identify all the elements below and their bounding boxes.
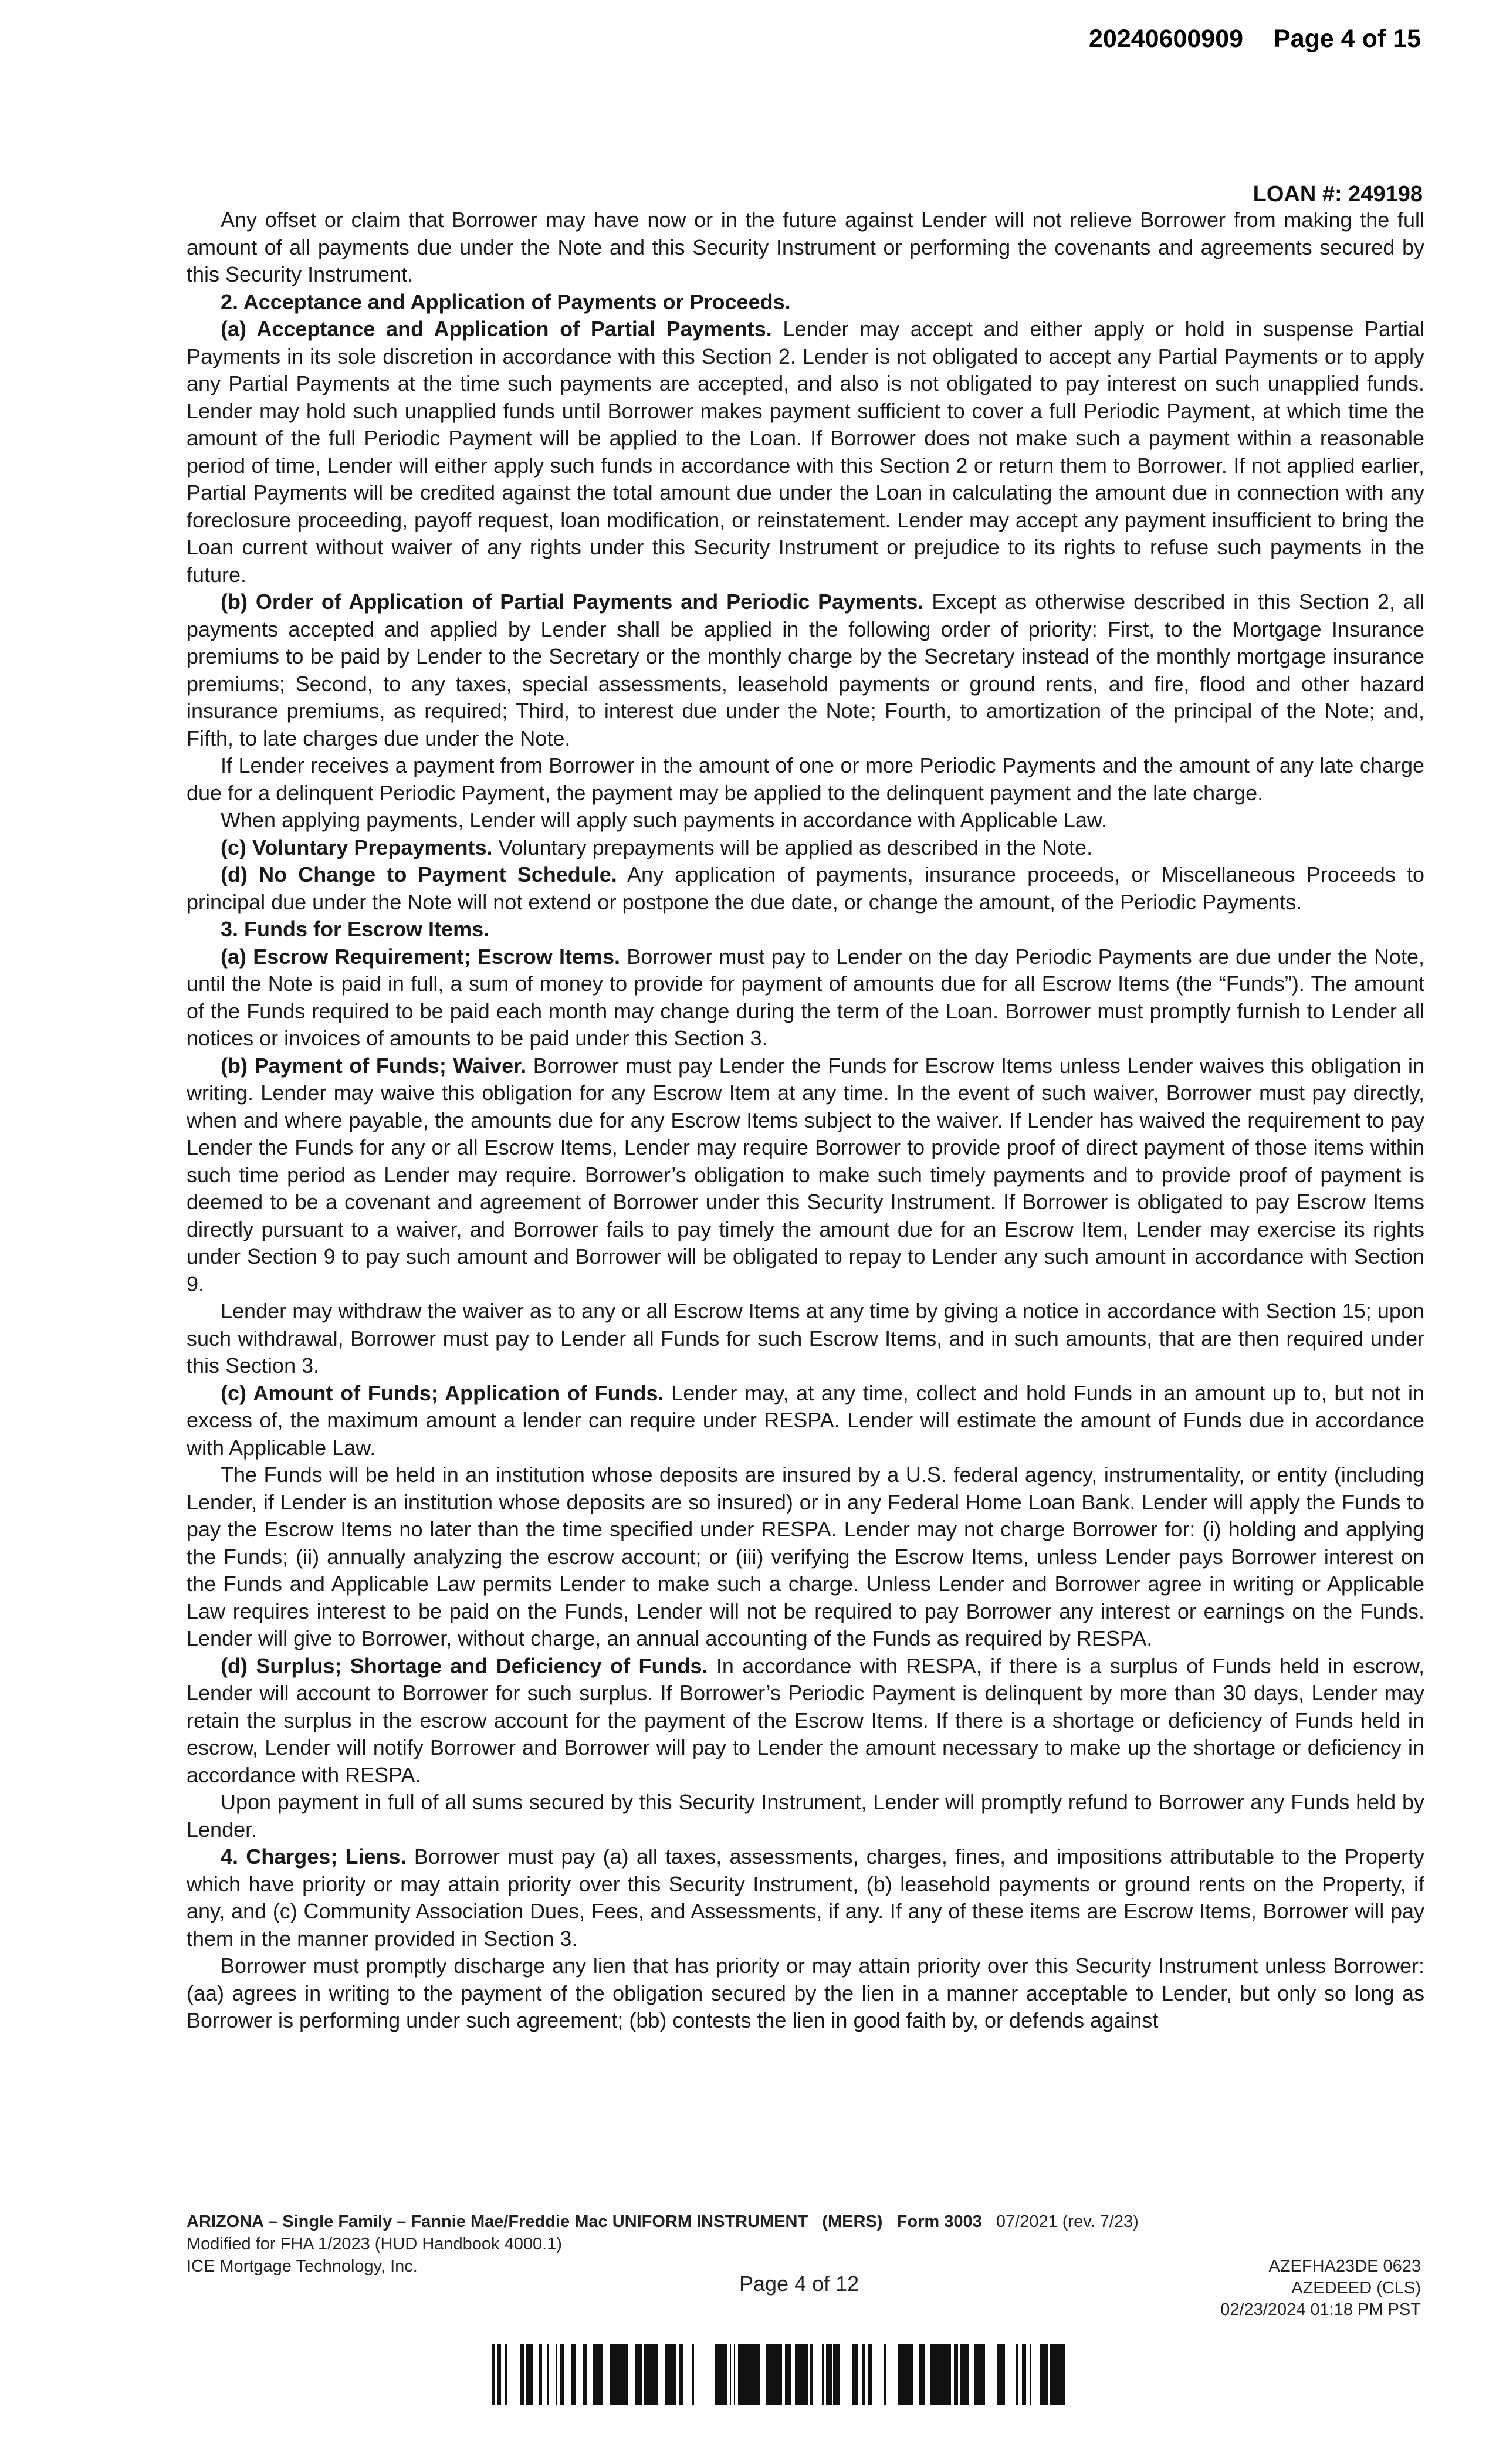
section-2b [187, 588, 1424, 752]
section-3d-text: In accordance with RESPA, if there is a surplus of Funds held in escrow, Lender will account to Borrower for such surplus. If Borrower’s Periodic Payment is delinquent by more than 30 days, Lender may retain the surplus in the escrow account for the payment of the Escrow Items. If there is a shortage or deficiency of Funds held in escrow, Lender will notify Borrower and Borrower will pay to Lender the amount necessary to make up the shortage or deficiency in accordance with RESPA. [187, 1653, 1424, 1787]
barcode-bar [965, 2344, 969, 2405]
barcode-bar [747, 2344, 751, 2405]
section-4-heading: 4. Charges; Liens. [221, 1844, 407, 1869]
barcode-bar [532, 2344, 533, 2405]
barcode-bar [945, 2344, 951, 2405]
section-2a-text: Lender may accept and either apply or hold in suspense Partial Payments in its sole discretion in accordance with this Section 2. Lender is not obligated to accept any Partial Payments or to apply any Partial Payments at the time such payments are accepted, and also is not obligated to pay interest on such unapplied funds. Lender may hold such unapplied funds until Borrower makes payment sufficient to cover a full Periodic Payment, at which time the amount of the full Periodic Payment will be applied to the Loan. If Borrower does not make such a payment within a reasonable period of time, Lender will either apply such funds in accordance with this Section 2 or return them to Borrower. If not applied earlier, Partial Payments will be credited against the total amount due under the Loan in calculating the amount due in connection with any foreclosure proceeding, payoff request, loan modification, or reinstatement. Lender may accept any payment insufficient to bring the Loan current without waiver of any rights under this Security Instrument or prejudice to its rights to refuse such payments in the future. [187, 317, 1424, 587]
barcode-bar [692, 2344, 694, 2405]
footer-form-date: 07/2021 (rev. 7/23) [996, 2212, 1139, 2231]
barcode-bar [526, 2344, 532, 2405]
section-2d [187, 861, 1424, 916]
section-2a-heading: (a) Acceptance and Application of Partial Payments. [221, 317, 772, 341]
barcode-bar [596, 2344, 599, 2405]
barcode-bar [520, 2344, 524, 2405]
barcode-bar [822, 2344, 824, 2405]
barcode-bar [954, 2344, 958, 2405]
barcode-bar [826, 2344, 832, 2405]
barcode-bar [868, 2344, 869, 2405]
section-2c-text: Voluntary prepayments will be applied as described in the Note. [498, 835, 1093, 859]
section-2-heading: 2. Acceptance and Application of Payments or Proceeds. [221, 289, 791, 314]
barcode-bar [981, 2344, 985, 2405]
barcode-bar [623, 2344, 628, 2405]
barcode-bar [497, 2344, 500, 2405]
barcode-bar [943, 2344, 945, 2405]
section-3c [187, 1380, 1424, 1462]
barcode-bar [852, 2344, 858, 2405]
section-3d-heading: (d) Surplus; Shortage and Deficiency of Funds. [221, 1653, 708, 1678]
barcode-bar [766, 2344, 769, 2405]
barcode-bar [730, 2344, 731, 2405]
footer-company: ICE Mortgage Technology, Inc. [187, 2257, 418, 2276]
footer-code-2: AZEDEED (CLS) [1291, 2279, 1421, 2297]
section-2b-paragraph-3: When applying payments, Lender will apply such payments in accordance with Applicable Law. [221, 808, 1107, 832]
barcode-bar [500, 2344, 501, 2405]
barcode-bar [571, 2344, 576, 2405]
section-3b-paragraph-2: Lender may withdraw the waiver as to any or all Escrow Items at any time by giving a notice in accordance with Section 15; upon such withdrawal, Borrower must pay to Lender all Funds for such Escrow Items, and in such amounts, that are then required under this Section 3. [187, 1299, 1424, 1377]
barcode-bar [644, 2344, 648, 2405]
barcode-bar [742, 2344, 745, 2405]
footer-form-title: ARIZONA – Single Family – Fannie Mae/Freddie Mac UNIFORM INSTRUMENT [187, 2212, 808, 2231]
barcode-bar [837, 2344, 840, 2405]
barcode-bar [1016, 2344, 1018, 2405]
section-2d-heading: (d) No Change to Payment Schedule. [221, 862, 617, 886]
barcode-bar [561, 2344, 564, 2405]
barcode-bar [610, 2344, 612, 2405]
section-3a-text: Borrower must pay to Lender on the day Periodic Payments are due under the Note, until the Note is paid in full, a sum of money to provide for payment of amounts due for all Escrow Items (the “Funds”). The amount of the Funds required to be paid each month may change during the term of the Loan. Borrower must promptly furnish to Lender all notices or invoices of amounts to be paid under this Section 3. [187, 944, 1424, 1050]
barcode-bar [649, 2344, 652, 2405]
loan-number: LOAN #: 249198 [1253, 182, 1423, 207]
section-2b-text: Except as otherwise described in this Section 2, all payments accepted and applied by Lender shall be applied in the following order of priority: First, to the Mortgage Insurance premiums to be paid by Lender to the Secretary or the monthly charge by the Secretary instead of the monthly mortgage insurance premiums; Second, to any taxes, special assessments, leasehold payments or ground rents, and fire, flood and other hazard insurance premiums, as required; Third, to interest due under the Note; Fourth, to amortization of the principal of the Note; and, Fifth, to late charges due under the Note. [187, 590, 1425, 750]
barcode-bar [977, 2344, 981, 2405]
barcode-bar [617, 2344, 623, 2405]
barcode-bar [674, 2344, 676, 2405]
barcode-bar [930, 2344, 936, 2405]
section-3b-heading: (b) Payment of Funds; Waiver. [221, 1053, 527, 1078]
barcode-bar [884, 2344, 886, 2405]
section-2b-heading: (b) Order of Application of Partial Payments and Periodic Payments. [221, 590, 924, 614]
barcode-bar [869, 2344, 872, 2405]
section-3d [187, 1653, 1424, 1789]
barcode-bar [635, 2344, 640, 2405]
barcode-bar [679, 2344, 683, 2405]
barcode-bar [738, 2344, 742, 2405]
footer-form-number: Form 3003 [896, 2212, 982, 2231]
barcode-bar [1030, 2344, 1031, 2405]
barcode-bar [1043, 2344, 1048, 2405]
section-2c-heading: (c) Voluntary Prepayments. [221, 835, 493, 859]
section-3a [187, 943, 1424, 1052]
barcode-image [492, 2344, 1067, 2405]
section-3c-paragraph-2: The Funds will be held in an institution whose deposits are insured by a U.S. federal agency, instrumentality, or entity (including Lender, if Lender is an institution whose deposits are so insured) or in any Federal Home Loan Bank. Lender will apply the Funds to pay the Escrow Items no later than the time specified under RESPA. Lender may not charge Borrower for: (i) holding and applying the Funds; (ii) annually analyzing the escrow account; or (iii) verifying the Escrow Items, unless Lender pays Borrower interest on the Funds and Applicable Law permits Lender to make such a charge. Unless Lender and Borrower agree in writing or Applicable Law requires interest to be paid on the Funds, Lender will not be required to pay Borrower any interest or earnings on the Funds. Lender will give to Borrower, without charge, an annual accounting of the Funds as required by RESPA. [187, 1463, 1424, 1650]
barcode-bar [723, 2344, 727, 2405]
section-4-paragraph-2: Borrower must promptly discharge any lien that has priority or may attain priority over this Security Instrument unless Borrower: (aa) agrees in writing to the payment of the obligation secured by the lien in a manner acceptable to Lender, but only so long as Borrower is performing under such agreement; (bb) contests the lien in good faith by, or defends against [187, 1954, 1424, 2032]
recording-header [1089, 25, 1421, 53]
barcode-bar [795, 2344, 800, 2405]
barcode-bar [556, 2344, 557, 2405]
barcode-bar [539, 2344, 542, 2405]
barcode-bar [547, 2344, 549, 2405]
barcode-bar [778, 2344, 782, 2405]
barcode-bar [593, 2344, 596, 2405]
document-body [187, 207, 1424, 2035]
barcode-bar [665, 2344, 670, 2405]
barcode-bar [833, 2344, 835, 2405]
barcode-bar [560, 2344, 561, 2405]
footer-code-1: AZEFHA23DE 0623 [1268, 2257, 1421, 2276]
barcode-bar [745, 2344, 747, 2405]
barcode-bar [652, 2344, 656, 2405]
footer-timestamp: 02/23/2024 01:18 PM PST [1220, 2300, 1421, 2319]
barcode-bar [612, 2344, 617, 2405]
recording-number: 20240600909 [1088, 25, 1244, 53]
footer-form-mers: (MERS) [822, 2212, 883, 2231]
barcode-bar [1055, 2344, 1061, 2405]
barcode-bar [583, 2344, 587, 2405]
barcode-bar [997, 2344, 1000, 2405]
barcode-bar [919, 2344, 921, 2405]
section-3-heading: 3. Funds for Escrow Items. [221, 917, 490, 941]
barcode-bar [734, 2344, 735, 2405]
barcode-bar [921, 2344, 925, 2405]
barcode-bar [492, 2344, 495, 2405]
barcode-bar [757, 2344, 760, 2405]
section-3b-text: Borrower must pay Lender the Funds for Escrow Items unless Lender waives this obligation in writing. Lender may waive this obligation for any Escrow Item at any time. In the event of such waiver, Borrower must pay directly, when and where payable, the amounts due for any Escrow Items subject to the waiver. If Lender has waived the requirement to pay Lender the Funds for any or all Escrow Items, Lender may require Borrower to provide proof of direct payment of those items within such time period as Lender may require. Borrower’s obligation to make such timely payments and to provide proof of payment is deemed to be a covenant and agreement of Borrower under this Security Instrument. If Borrower is obligated to pay Escrow Items directly pursuant to a waiver, and Borrower fails to pay timely the amount due for an Escrow Item, Lender may exercise its rights under Section 9 to pay such amount and Borrower will be obligated to repay to Lender any such amount in accordance with Section 9. [187, 1053, 1424, 1296]
section-3b [187, 1052, 1424, 1298]
section-4 [187, 1843, 1424, 1952]
barcode-bar [1040, 2344, 1043, 2405]
section-2d-text: Any application of payments, insurance proceeds, or Miscellaneous Proceeds to principal due under the Note will not extend or postpone the due date, or change the amount, of the Periodic Payments. [187, 862, 1425, 914]
barcode-bar [803, 2344, 808, 2405]
footer-modified: Modified for FHA 1/2023 (HUD Handbook 4000.1) [187, 2235, 562, 2253]
barcode-bar [785, 2344, 791, 2405]
barcode-bar [1022, 2344, 1026, 2405]
section-2b-paragraph-2: If Lender receives a payment from Borrower in the amount of one or more Periodic Payments and the amount of any late charge due for a delinquent Periodic Payment, the payment may be applied to the delinquent payment and the late charge. [187, 753, 1424, 805]
barcode-bar [960, 2344, 965, 2405]
footer-page-number: Page 4 of 12 [739, 2272, 859, 2296]
barcode-bar [751, 2344, 757, 2405]
barcode-bar [974, 2344, 977, 2405]
barcode-bar [898, 2344, 902, 2405]
barcode-bar [1000, 2344, 1005, 2405]
barcode-bar [640, 2344, 642, 2405]
section-3c-heading: (c) Amount of Funds; Application of Funds. [221, 1380, 664, 1405]
barcode-bar [648, 2344, 649, 2405]
section-4-text: Borrower must pay (a) all taxes, assessments, charges, fines, and impositions attributable to the Property which have priority or may attain priority over this Security Instrument, (b) leasehold payments or ground rents on the Property, if any, and (c) Community Association Dues, Fees, and Assessments, if any. If any of these items are Escrow Items, Borrower will pay them in the manner provided in Section 3. [187, 1844, 1424, 1951]
barcode-bar [720, 2344, 723, 2405]
section-3a-heading: (a) Escrow Requirement; Escrow Items. [221, 944, 621, 969]
paragraph-offset: Any offset or claim that Borrower may have now or in the future against Lender will not relieve Borrower from making the full amount of all payments due under the Note and this Security Instrument or performing the covenants and agreements secured by this Security Instrument. [187, 208, 1424, 286]
barcode-bar [599, 2344, 603, 2405]
barcode-bar [800, 2344, 803, 2405]
section-2c [187, 834, 1424, 862]
barcode-bar [1061, 2344, 1065, 2405]
barcode-bar [941, 2344, 943, 2405]
barcode-bar [1050, 2344, 1055, 2405]
section-3d-paragraph-2: Upon payment in full of all sums secured by this Security Instrument, Lender will promptly refund to Borrower any Funds held by Lender. [187, 1790, 1424, 1842]
barcode-bar [716, 2344, 720, 2405]
barcode-bar [835, 2344, 837, 2405]
section-3c-text: Lender may, at any time, collect and hold Funds in an amount up to, but not in excess of, the maximum amount a lender can require under RESPA. Lender will estimate the amount of Funds due in accordance with Applicable Law. [187, 1380, 1424, 1460]
barcode-bar [656, 2344, 658, 2405]
barcode-bar [810, 2344, 813, 2405]
barcode-bar [774, 2344, 778, 2405]
barcode-bar [862, 2344, 865, 2405]
footer-codes [1220, 2256, 1421, 2321]
recording-page-label: Page 4 of 15 [1274, 25, 1421, 53]
footer-form-line [187, 2211, 1139, 2233]
barcode-bar [505, 2344, 507, 2405]
barcode-bar [769, 2344, 774, 2405]
barcode-bar [905, 2344, 910, 2405]
barcode-bar [902, 2344, 905, 2405]
section-2a [187, 316, 1424, 588]
barcode-bar [936, 2344, 941, 2405]
barcode-bar [910, 2344, 913, 2405]
barcode-bar [715, 2344, 716, 2405]
footer-form-info [187, 2211, 1139, 2277]
barcode-bar [670, 2344, 674, 2405]
